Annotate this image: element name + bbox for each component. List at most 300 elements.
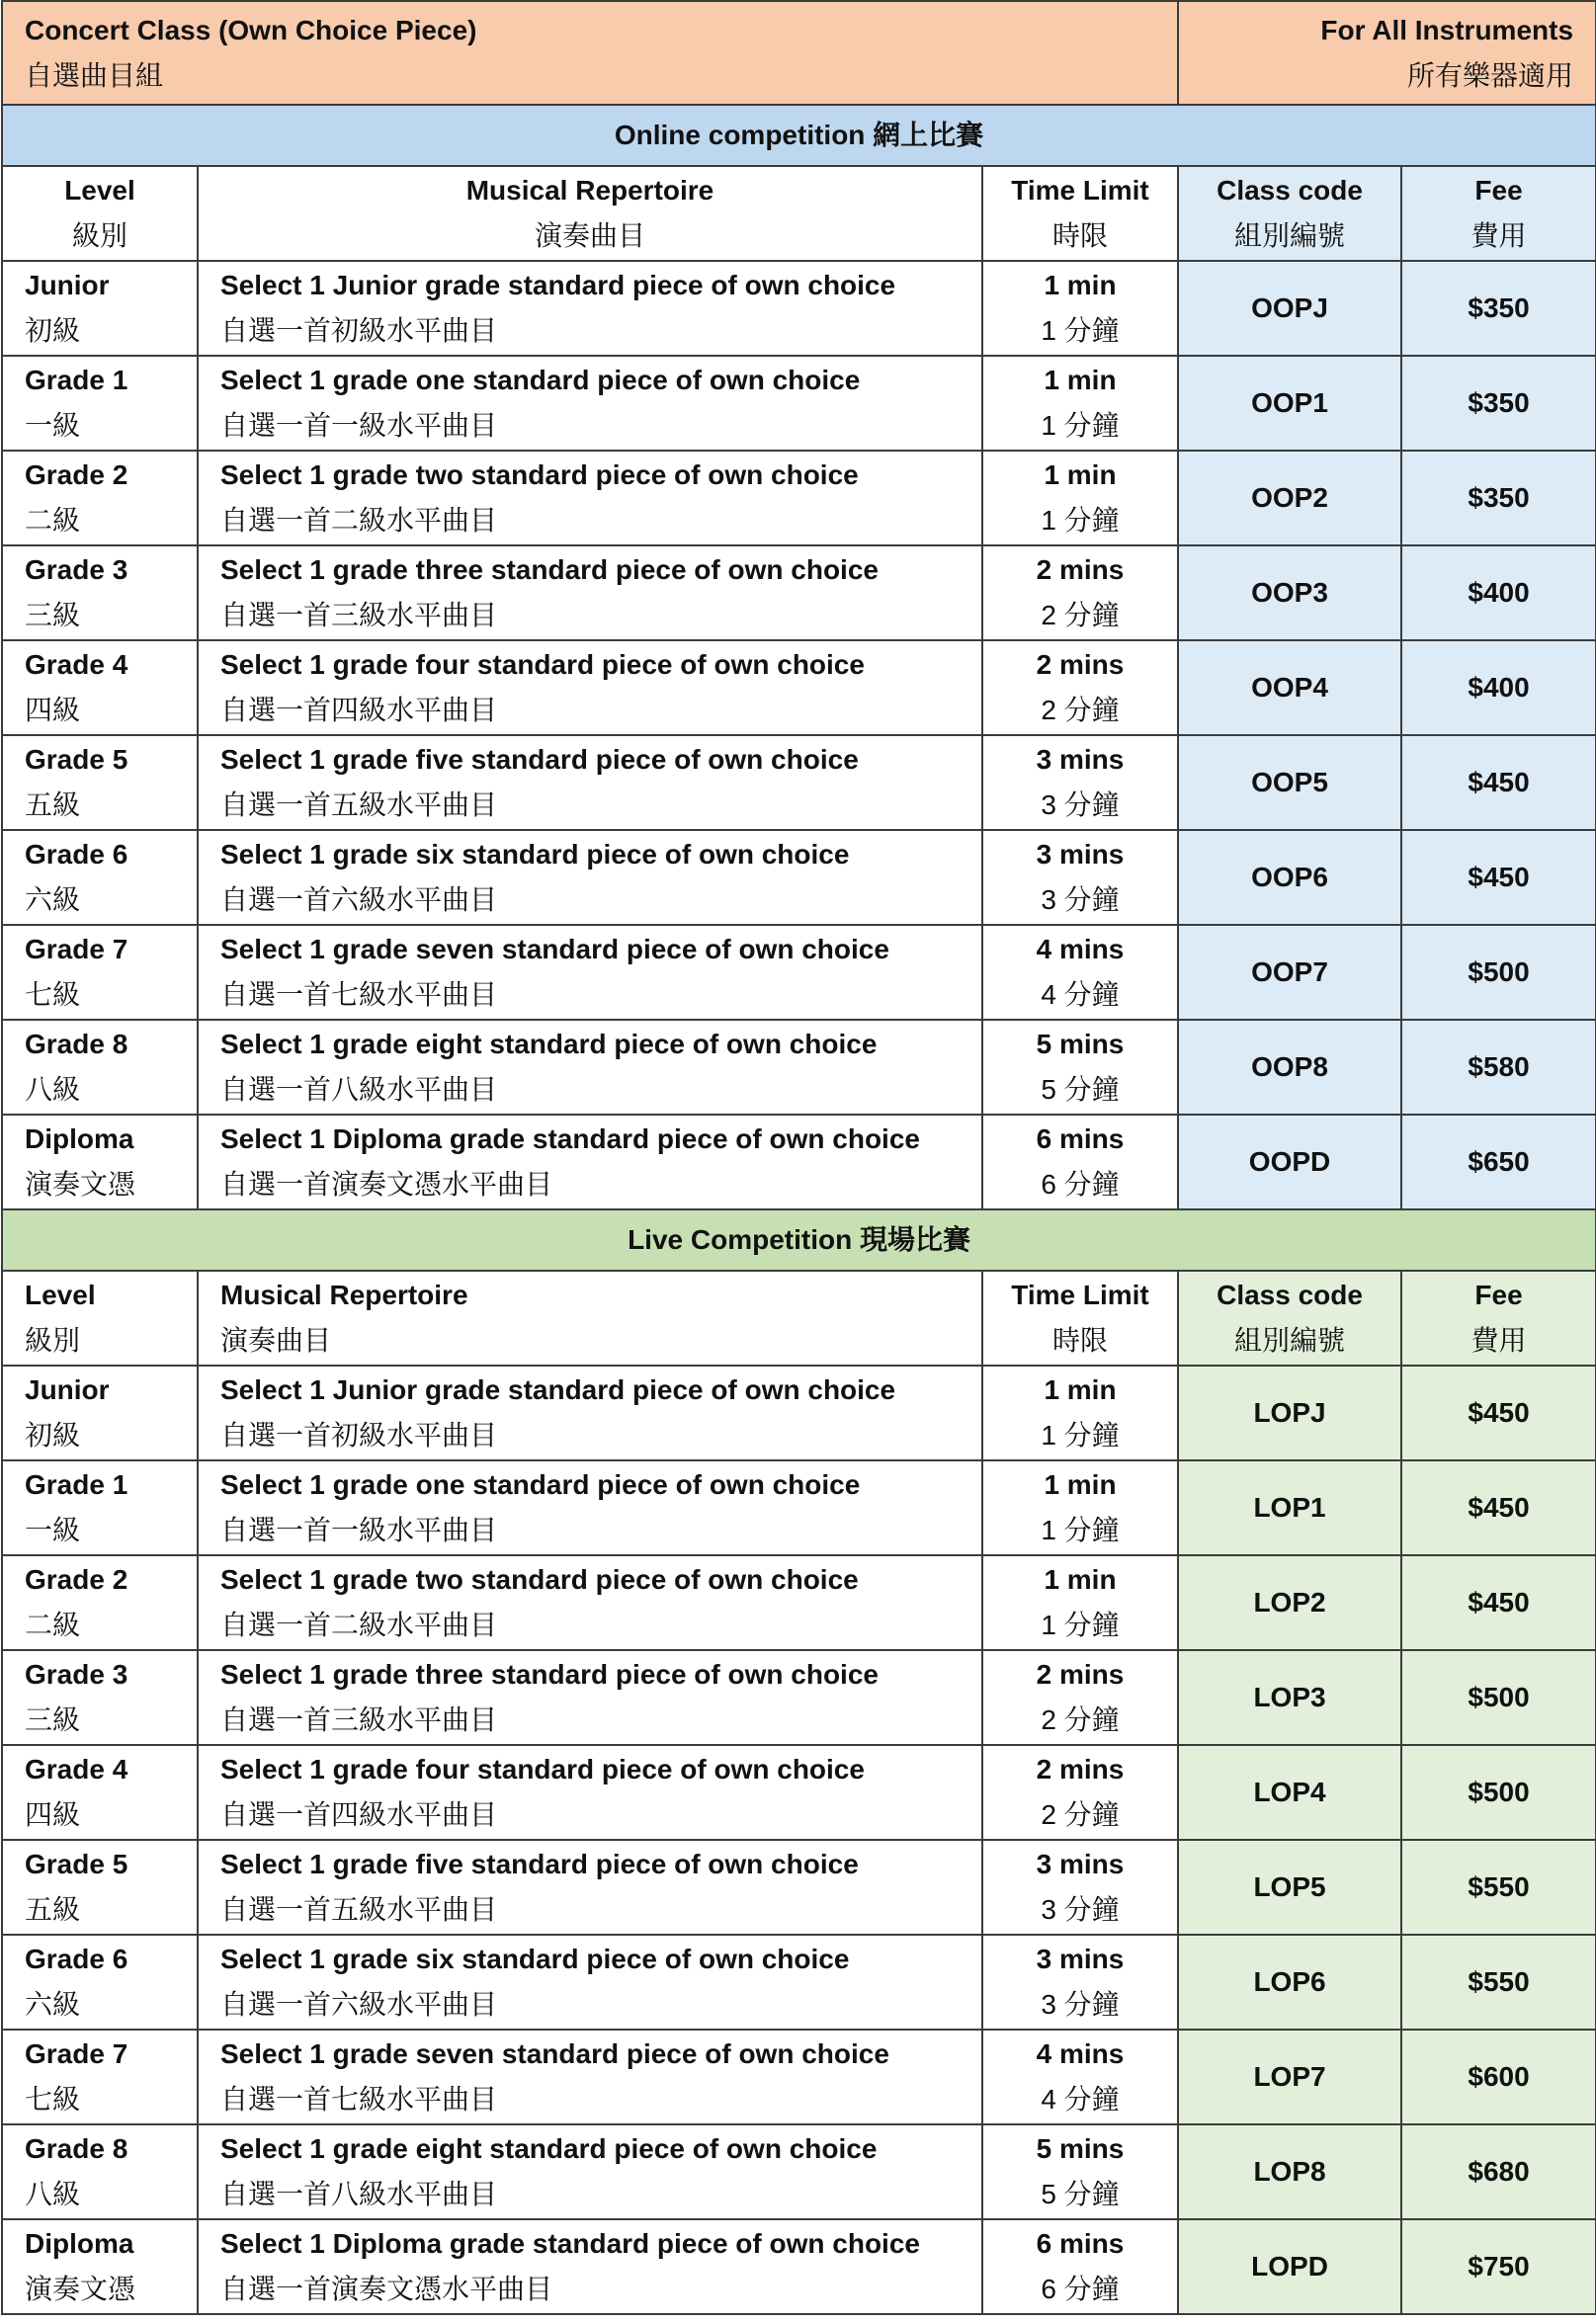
level-zh: 初級: [25, 315, 81, 346]
level-zh: 二級: [25, 1610, 81, 1640]
repertoire-en: Select 1 grade three standard piece of own choice: [220, 554, 879, 585]
repertoire-cell: [198, 640, 982, 735]
fee-cell: [1401, 1115, 1596, 1209]
repertoire-cell: [198, 1115, 982, 1209]
column-fee-zh: 費用: [1470, 1325, 1527, 1356]
fee-amount: $450: [1468, 767, 1530, 797]
repertoire-zh: 自選一首初級水平曲目: [220, 1420, 498, 1451]
level-cell: [2, 1555, 198, 1650]
column-repertoire-zh: 演奏曲目: [220, 1325, 332, 1356]
repertoire-cell: [198, 925, 982, 1020]
table-row: [2, 925, 1596, 1020]
level-en: Grade 4: [25, 1754, 128, 1784]
time-limit-cell: [982, 1555, 1178, 1650]
repertoire-zh: 自選一首五級水平曲目: [220, 1894, 498, 1925]
class-title-en: Concert Class (Own Choice Piece): [25, 14, 477, 45]
level-en: Grade 7: [25, 2038, 128, 2069]
repertoire-en: Select 1 grade five standard piece of own choice: [220, 744, 859, 775]
fee-amount: $500: [1468, 1682, 1530, 1712]
time-limit-cell: [982, 1650, 1178, 1745]
repertoire-en: Select 1 grade two standard piece of own choice: [220, 1564, 859, 1595]
level-zh: 六級: [25, 884, 81, 915]
class-code: LOP8: [1253, 2156, 1326, 2187]
column-class-code: [1178, 1271, 1401, 1366]
class-code: OOP4: [1251, 672, 1328, 703]
section-title: Online competition 網上比賽: [614, 120, 984, 150]
time-limit-zh: 3 分鐘: [1041, 1989, 1120, 2020]
fee-cell: [1401, 261, 1596, 356]
level-zh: 演奏文憑: [25, 1169, 136, 1200]
repertoire-zh: 自選一首一級水平曲目: [220, 410, 498, 441]
time-limit-en: 1 min: [1044, 1469, 1117, 1500]
class-code-cell: [1178, 640, 1401, 735]
column-repertoire: [198, 166, 982, 261]
column-time-limit-zh: 時限: [1052, 1325, 1109, 1356]
repertoire-zh: 自選一首八級水平曲目: [220, 1074, 498, 1105]
column-fee: [1401, 1271, 1596, 1366]
level-cell: [2, 451, 198, 545]
time-limit-en: 5 mins: [1036, 2133, 1125, 2164]
class-code: OOP8: [1251, 1051, 1328, 1082]
level-cell: [2, 1366, 198, 1460]
level-zh: 八級: [25, 2179, 81, 2209]
time-limit-en: 2 mins: [1036, 554, 1125, 585]
fee-amount: $350: [1468, 387, 1530, 418]
fee-amount: $450: [1468, 1492, 1530, 1523]
fee-amount: $450: [1468, 1397, 1530, 1428]
time-limit-cell: [982, 1935, 1178, 2030]
repertoire-cell: [198, 1650, 982, 1745]
time-limit-en: 1 min: [1044, 365, 1117, 395]
level-en: Grade 1: [25, 1469, 128, 1500]
level-en: Grade 7: [25, 934, 128, 964]
time-limit-cell: [982, 1840, 1178, 1935]
time-limit-zh: 2 分鐘: [1041, 695, 1120, 725]
level-en: Grade 2: [25, 459, 128, 490]
fee-amount: $650: [1468, 1146, 1530, 1177]
repertoire-zh: 自選一首演奏文憑水平曲目: [220, 1169, 553, 1200]
fee-cell: [1401, 2219, 1596, 2314]
fee-cell: [1401, 1460, 1596, 1555]
repertoire-zh: 自選一首八級水平曲目: [220, 2179, 498, 2209]
time-limit-cell: [982, 451, 1178, 545]
fee-amount: $450: [1468, 862, 1530, 892]
time-limit-en: 1 min: [1044, 1374, 1117, 1405]
class-code: LOP2: [1253, 1587, 1326, 1618]
time-limit-zh: 5 分鐘: [1041, 1074, 1120, 1105]
time-limit-cell: [982, 1366, 1178, 1460]
table-row: [2, 1366, 1596, 1460]
level-zh: 七級: [25, 2084, 81, 2115]
class-code-cell: [1178, 1115, 1401, 1209]
table-row: [2, 1935, 1596, 2030]
column-repertoire-zh: 演奏曲目: [534, 220, 645, 251]
repertoire-en: Select 1 grade eight standard piece of own choice: [220, 2133, 878, 2164]
level-cell: [2, 261, 198, 356]
fee-cell: [1401, 1020, 1596, 1115]
time-limit-en: 1 min: [1044, 270, 1117, 300]
time-limit-en: 2 mins: [1036, 1659, 1125, 1690]
repertoire-zh: 自選一首二級水平曲目: [220, 505, 498, 536]
time-limit-en: 4 mins: [1036, 934, 1125, 964]
fee-amount: $400: [1468, 672, 1530, 703]
fee-cell: [1401, 1840, 1596, 1935]
repertoire-cell: [198, 1020, 982, 1115]
level-cell: [2, 1840, 198, 1935]
repertoire-en: Select 1 grade one standard piece of own choice: [220, 365, 861, 395]
repertoire-cell: [198, 451, 982, 545]
class-code: OOP5: [1251, 767, 1328, 797]
column-repertoire-en: Musical Repertoire: [220, 1280, 468, 1310]
repertoire-cell: [198, 1935, 982, 2030]
time-limit-cell: [982, 1460, 1178, 1555]
class-code-cell: [1178, 1650, 1401, 1745]
repertoire-cell: [198, 545, 982, 640]
repertoire-en: Select 1 grade four standard piece of own choice: [220, 1754, 865, 1784]
repertoire-cell: [198, 2124, 982, 2219]
level-zh: 四級: [25, 1799, 81, 1830]
fee-amount: $580: [1468, 1051, 1530, 1082]
table-row: [2, 356, 1596, 451]
instrument-scope-en: For All Instruments: [1320, 14, 1574, 45]
repertoire-cell: [198, 261, 982, 356]
table-row: [2, 545, 1596, 640]
fee-cell: [1401, 1935, 1596, 2030]
fee-amount: $350: [1468, 482, 1530, 513]
column-class-code-zh: 組別編號: [1234, 1325, 1346, 1356]
class-code: OOP2: [1251, 482, 1328, 513]
level-cell: [2, 735, 198, 830]
column-class-code-en: Class code: [1217, 1280, 1363, 1310]
fee-cell: [1401, 545, 1596, 640]
repertoire-en: Select 1 Diploma grade standard piece of own choice: [220, 1123, 920, 1154]
fee-cell: [1401, 2124, 1596, 2219]
fee-amount: $350: [1468, 292, 1530, 323]
fee-amount: $500: [1468, 1777, 1530, 1807]
column-fee-en: Fee: [1474, 1280, 1523, 1310]
time-limit-zh: 6 分鐘: [1041, 2274, 1120, 2304]
repertoire-en: Select 1 grade six standard piece of own choice: [220, 839, 850, 870]
repertoire-zh: 自選一首四級水平曲目: [220, 695, 498, 725]
repertoire-zh: 自選一首初級水平曲目: [220, 315, 498, 346]
level-en: Grade 3: [25, 554, 128, 585]
class-code-cell: [1178, 735, 1401, 830]
column-fee-en: Fee: [1474, 175, 1523, 206]
time-limit-en: 1 min: [1044, 1564, 1117, 1595]
fee-cell: [1401, 925, 1596, 1020]
fee-cell: [1401, 1650, 1596, 1745]
column-class-code: [1178, 166, 1401, 261]
level-zh: 三級: [25, 1704, 81, 1735]
class-code-cell: [1178, 1935, 1401, 2030]
level-en: Grade 3: [25, 1659, 128, 1690]
fee-amount: $400: [1468, 577, 1530, 608]
fee-amount: $550: [1468, 1966, 1530, 1997]
repertoire-zh: 自選一首演奏文憑水平曲目: [220, 2274, 553, 2304]
repertoire-en: Select 1 grade four standard piece of own choice: [220, 649, 865, 680]
time-limit-en: 3 mins: [1036, 1849, 1125, 1879]
class-code-cell: [1178, 545, 1401, 640]
level-en: Diploma: [25, 2228, 134, 2259]
fee-cell: [1401, 356, 1596, 451]
time-limit-zh: 1 分鐘: [1041, 505, 1120, 536]
time-limit-zh: 2 分鐘: [1041, 1704, 1120, 1735]
class-code-cell: [1178, 1020, 1401, 1115]
time-limit-en: 3 mins: [1036, 1944, 1125, 1974]
repertoire-en: Select 1 grade seven standard piece of own choice: [220, 2038, 889, 2069]
column-time-limit: [982, 1271, 1178, 1366]
column-level: [2, 1271, 198, 1366]
level-cell: [2, 2124, 198, 2219]
column-level: [2, 166, 198, 261]
table-row: [2, 2219, 1596, 2314]
time-limit-en: 2 mins: [1036, 649, 1125, 680]
column-time-limit-en: Time Limit: [1011, 1280, 1149, 1310]
repertoire-zh: 自選一首四級水平曲目: [220, 1799, 498, 1830]
level-cell: [2, 1460, 198, 1555]
table-row: [2, 830, 1596, 925]
repertoire-en: Select 1 Junior grade standard piece of own choice: [220, 270, 896, 300]
class-code: LOP4: [1253, 1777, 1326, 1807]
repertoire-en: Select 1 grade seven standard piece of own choice: [220, 934, 889, 964]
class-code-cell: [1178, 1555, 1401, 1650]
time-limit-zh: 1 分鐘: [1041, 1610, 1120, 1640]
class-code-cell: [1178, 1840, 1401, 1935]
class-code: LOP6: [1253, 1966, 1326, 1997]
level-zh: 演奏文憑: [25, 2274, 136, 2304]
table-row: [2, 735, 1596, 830]
level-en: Junior: [25, 270, 110, 300]
time-limit-en: 1 min: [1044, 459, 1117, 490]
level-zh: 五級: [25, 1894, 81, 1925]
time-limit-cell: [982, 735, 1178, 830]
time-limit-cell: [982, 2219, 1178, 2314]
level-zh: 一級: [25, 410, 81, 441]
class-code-cell: [1178, 2219, 1401, 2314]
fee-amount: $680: [1468, 2156, 1530, 2187]
repertoire-zh: 自選一首七級水平曲目: [220, 979, 498, 1010]
level-en: Grade 8: [25, 2133, 128, 2164]
level-en: Grade 5: [25, 744, 128, 775]
time-limit-cell: [982, 356, 1178, 451]
column-level-en: Level: [25, 1280, 96, 1310]
title-row: [2, 1, 1596, 105]
class-code-cell: [1178, 261, 1401, 356]
class-code: OOP1: [1251, 387, 1328, 418]
section-header-online: [2, 105, 1596, 166]
class-code: OOP6: [1251, 862, 1328, 892]
level-cell: [2, 1745, 198, 1840]
time-limit-zh: 3 分鐘: [1041, 789, 1120, 820]
repertoire-cell: [198, 356, 982, 451]
class-code-cell: [1178, 2030, 1401, 2124]
table-row: [2, 451, 1596, 545]
time-limit-cell: [982, 640, 1178, 735]
repertoire-cell: [198, 1460, 982, 1555]
repertoire-zh: 自選一首六級水平曲目: [220, 1989, 498, 2020]
column-level-zh: 級別: [71, 220, 127, 251]
time-limit-cell: [982, 830, 1178, 925]
level-en: Grade 1: [25, 365, 128, 395]
column-fee: [1401, 166, 1596, 261]
level-zh: 三級: [25, 600, 81, 630]
instrument-scope-cell: [1178, 1, 1596, 105]
class-code-cell: [1178, 1460, 1401, 1555]
fee-amount: $450: [1468, 1587, 1530, 1618]
time-limit-en: 5 mins: [1036, 1029, 1125, 1059]
time-limit-zh: 1 分鐘: [1041, 1515, 1120, 1545]
level-cell: [2, 640, 198, 735]
level-en: Grade 6: [25, 839, 128, 870]
table-row: [2, 1460, 1596, 1555]
fee-amount: $600: [1468, 2061, 1530, 2092]
class-code: LOP1: [1253, 1492, 1326, 1523]
fee-amount: $550: [1468, 1871, 1530, 1902]
level-cell: [2, 1115, 198, 1209]
table-row: [2, 1555, 1596, 1650]
column-header-row: [2, 1271, 1596, 1366]
repertoire-en: Select 1 grade one standard piece of own choice: [220, 1469, 861, 1500]
column-class-code-en: Class code: [1217, 175, 1363, 206]
table-row: [2, 1020, 1596, 1115]
level-en: Grade 4: [25, 649, 128, 680]
level-zh: 六級: [25, 1989, 81, 2020]
column-level-zh: 級別: [25, 1325, 81, 1356]
time-limit-zh: 2 分鐘: [1041, 1799, 1120, 1830]
class-code-cell: [1178, 356, 1401, 451]
repertoire-cell: [198, 1840, 982, 1935]
column-time-limit-en: Time Limit: [1011, 175, 1149, 206]
time-limit-cell: [982, 1745, 1178, 1840]
repertoire-zh: 自選一首六級水平曲目: [220, 884, 498, 915]
level-cell: [2, 356, 198, 451]
level-cell: [2, 1650, 198, 1745]
repertoire-en: Select 1 grade five standard piece of own choice: [220, 1849, 859, 1879]
time-limit-en: 6 mins: [1036, 2228, 1125, 2259]
time-limit-zh: 4 分鐘: [1041, 979, 1120, 1010]
time-limit-zh: 2 分鐘: [1041, 600, 1120, 630]
repertoire-zh: 自選一首五級水平曲目: [220, 789, 498, 820]
column-level-en: Level: [64, 175, 135, 206]
repertoire-zh: 自選一首三級水平曲目: [220, 1704, 498, 1735]
instrument-scope-zh: 所有樂器適用: [1407, 59, 1574, 91]
table-row: [2, 261, 1596, 356]
repertoire-cell: [198, 830, 982, 925]
repertoire-en: Select 1 grade three standard piece of own choice: [220, 1659, 879, 1690]
repertoire-zh: 自選一首二級水平曲目: [220, 1610, 498, 1640]
time-limit-zh: 3 分鐘: [1041, 884, 1120, 915]
repertoire-en: Select 1 grade two standard piece of own choice: [220, 459, 859, 490]
repertoire-zh: 自選一首七級水平曲目: [220, 2084, 498, 2115]
level-zh: 初級: [25, 1420, 81, 1451]
table-row: [2, 1650, 1596, 1745]
fee-cell: [1401, 2030, 1596, 2124]
time-limit-cell: [982, 545, 1178, 640]
level-cell: [2, 1935, 198, 2030]
time-limit-cell: [982, 2124, 1178, 2219]
time-limit-cell: [982, 1020, 1178, 1115]
repertoire-cell: [198, 1745, 982, 1840]
time-limit-cell: [982, 261, 1178, 356]
class-code: OOP7: [1251, 956, 1328, 987]
time-limit-en: 2 mins: [1036, 1754, 1125, 1784]
repertoire-cell: [198, 2219, 982, 2314]
table-row: [2, 2030, 1596, 2124]
fee-cell: [1401, 1555, 1596, 1650]
time-limit-en: 6 mins: [1036, 1123, 1125, 1154]
level-zh: 五級: [25, 789, 81, 820]
level-en: Grade 2: [25, 1564, 128, 1595]
class-code: LOPJ: [1253, 1397, 1326, 1428]
time-limit-cell: [982, 2030, 1178, 2124]
class-code: LOP5: [1253, 1871, 1326, 1902]
repertoire-en: Select 1 Junior grade standard piece of own choice: [220, 1374, 896, 1405]
fee-cell: [1401, 640, 1596, 735]
column-time-limit-zh: 時限: [1052, 220, 1109, 251]
table-row: [2, 1840, 1596, 1935]
level-cell: [2, 830, 198, 925]
level-cell: [2, 2219, 198, 2314]
time-limit-cell: [982, 925, 1178, 1020]
fee-cell: [1401, 451, 1596, 545]
column-time-limit: [982, 166, 1178, 261]
level-zh: 四級: [25, 695, 81, 725]
level-en: Grade 8: [25, 1029, 128, 1059]
level-zh: 一級: [25, 1515, 81, 1545]
class-code-cell: [1178, 830, 1401, 925]
class-code-cell: [1178, 451, 1401, 545]
fee-table: [1, 0, 1596, 2315]
time-limit-zh: 6 分鐘: [1041, 1169, 1120, 1200]
repertoire-zh: 自選一首一級水平曲目: [220, 1515, 498, 1545]
level-zh: 七級: [25, 979, 81, 1010]
level-cell: [2, 2030, 198, 2124]
time-limit-zh: 4 分鐘: [1041, 2084, 1120, 2115]
repertoire-en: Select 1 grade six standard piece of own choice: [220, 1944, 850, 1974]
table-row: [2, 640, 1596, 735]
time-limit-zh: 1 分鐘: [1041, 410, 1120, 441]
time-limit-en: 4 mins: [1036, 2038, 1125, 2069]
time-limit-en: 3 mins: [1036, 744, 1125, 775]
class-code: LOP7: [1253, 2061, 1326, 2092]
fee-cell: [1401, 1745, 1596, 1840]
fee-cell: [1401, 735, 1596, 830]
class-title-zh: 自選曲目組: [25, 59, 164, 91]
level-cell: [2, 925, 198, 1020]
fee-cell: [1401, 830, 1596, 925]
class-code: OOP3: [1251, 577, 1328, 608]
class-code: LOPD: [1251, 2251, 1328, 2282]
repertoire-cell: [198, 1366, 982, 1460]
level-zh: 二級: [25, 505, 81, 536]
section-title-cell: [2, 1209, 1596, 1271]
repertoire-zh: 自選一首三級水平曲目: [220, 600, 498, 630]
class-code-cell: [1178, 2124, 1401, 2219]
class-code-cell: [1178, 1366, 1401, 1460]
class-code: OOPJ: [1251, 292, 1328, 323]
section-title: Live Competition 現場比賽: [628, 1224, 970, 1255]
level-en: Diploma: [25, 1123, 134, 1154]
table-row: [2, 2124, 1596, 2219]
repertoire-en: Select 1 grade eight standard piece of own choice: [220, 1029, 878, 1059]
column-class-code-zh: 組別編號: [1234, 220, 1346, 251]
column-header-row: [2, 166, 1596, 261]
section-title-cell: [2, 105, 1596, 166]
table-row: [2, 1115, 1596, 1209]
time-limit-cell: [982, 1115, 1178, 1209]
repertoire-cell: [198, 735, 982, 830]
class-code: LOP3: [1253, 1682, 1326, 1712]
